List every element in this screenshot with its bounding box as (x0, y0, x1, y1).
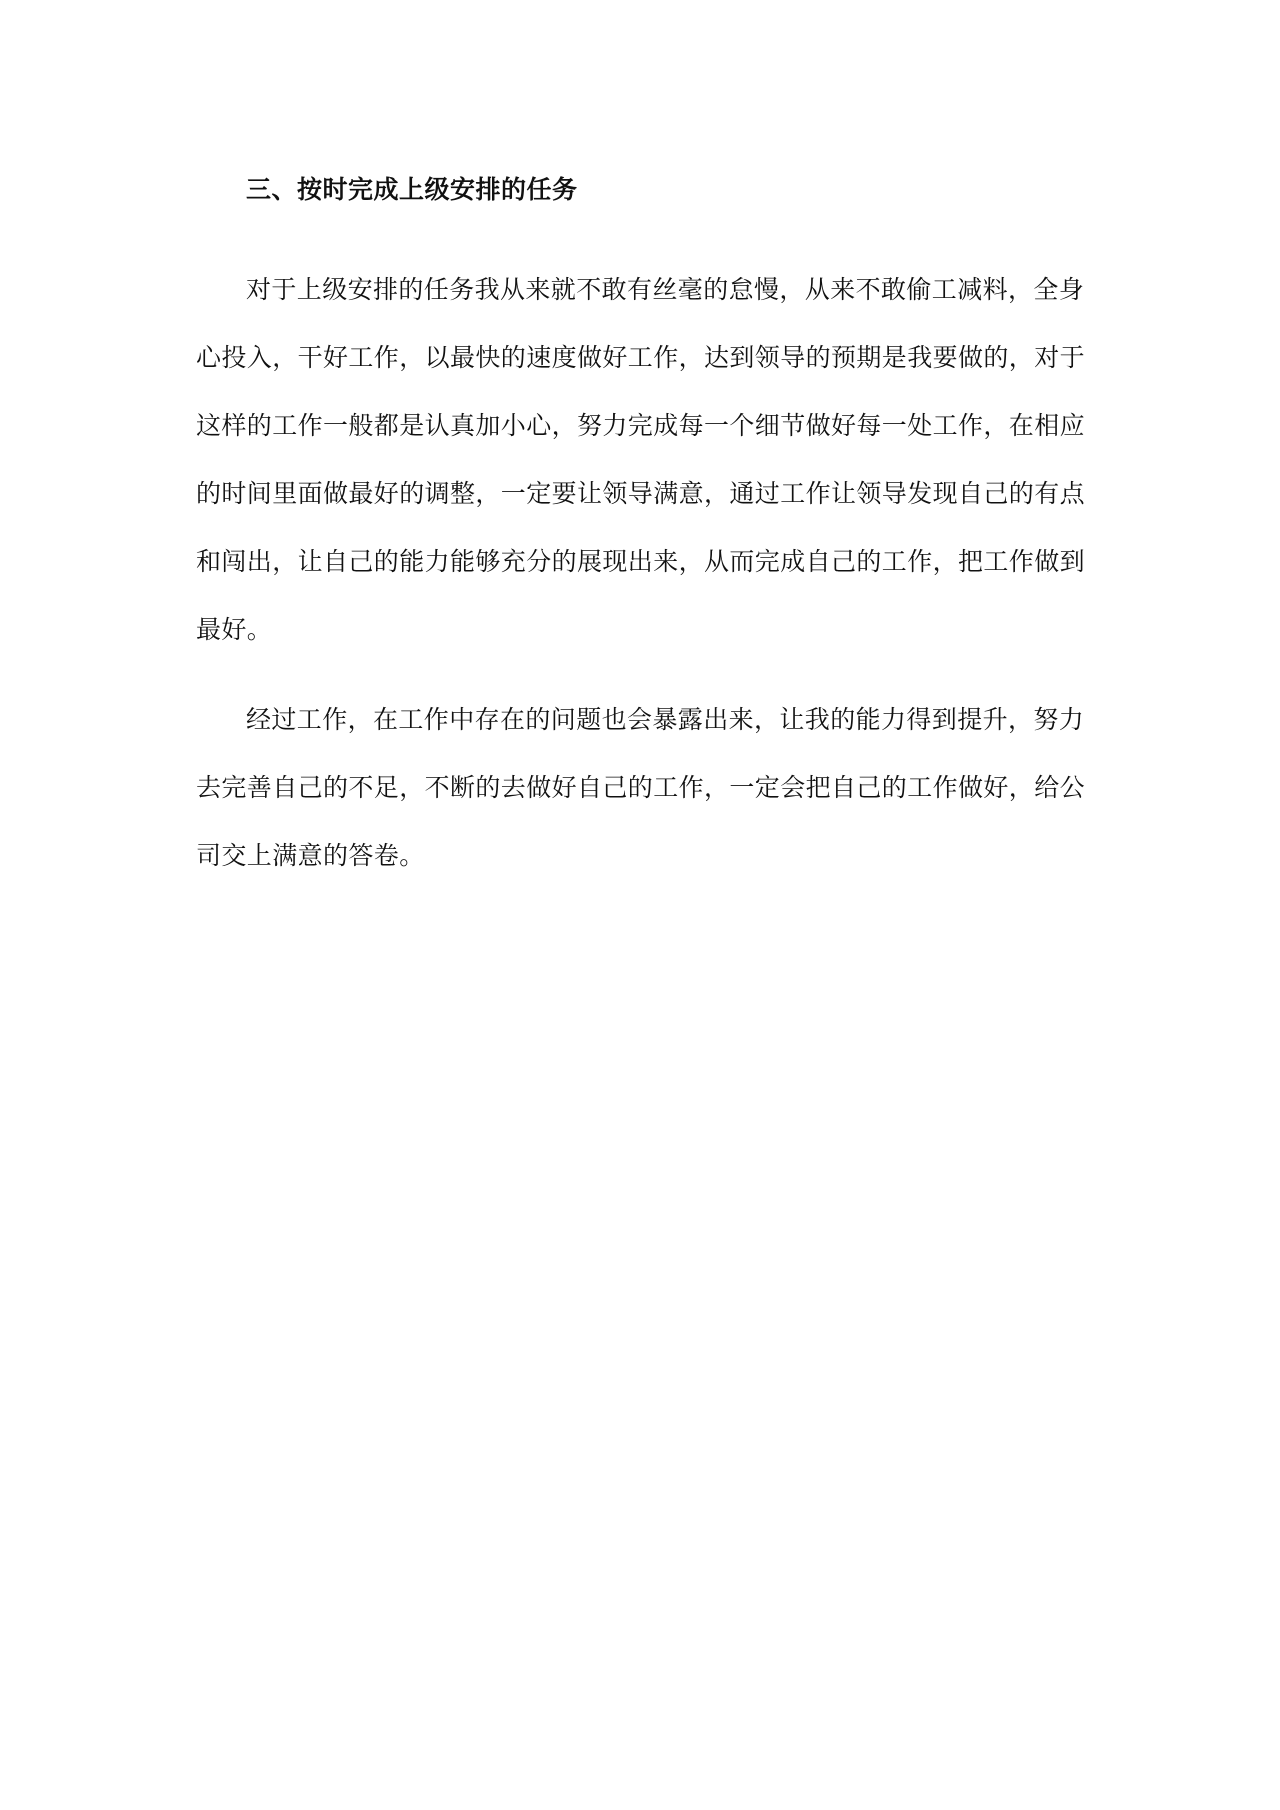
paragraph-line: 司交上满意的答卷。 (196, 841, 425, 870)
paragraph-line: 去完善自己的不足，不断的去做好自己的工作，一定会把自己的工作做好，给公 (196, 773, 1086, 802)
paragraph-line: 这样的工作一般都是认真加小心，努力完成每一个细节做好每一处工作，在相应 (196, 411, 1086, 440)
paragraph-line: 最好。 (196, 615, 273, 644)
paragraph-line: 经过工作，在工作中存在的问题也会暴露出来，让我的能力得到提升，努力 (246, 705, 1085, 734)
section-heading: 三、按时完成上级安排的任务 (246, 175, 578, 204)
paragraph-2 (196, 700, 1096, 904)
paragraph-line: 心投入，干好工作，以最快的速度做好工作，达到领导的预期是我要做的，对于 (196, 343, 1086, 372)
paragraph-line: 的时间里面做最好的调整，一定要让领导满意，通过工作让领导发现自己的有点 (196, 479, 1086, 508)
paragraph-line: 对于上级安排的任务我从来就不敢有丝毫的怠慢，从来不敢偷工减料，全身 (246, 275, 1085, 304)
paragraph-line: 和闯出，让自己的能力能够充分的展现出来，从而完成自己的工作，把工作做到 (196, 547, 1086, 576)
paragraph-1 (196, 270, 1096, 678)
